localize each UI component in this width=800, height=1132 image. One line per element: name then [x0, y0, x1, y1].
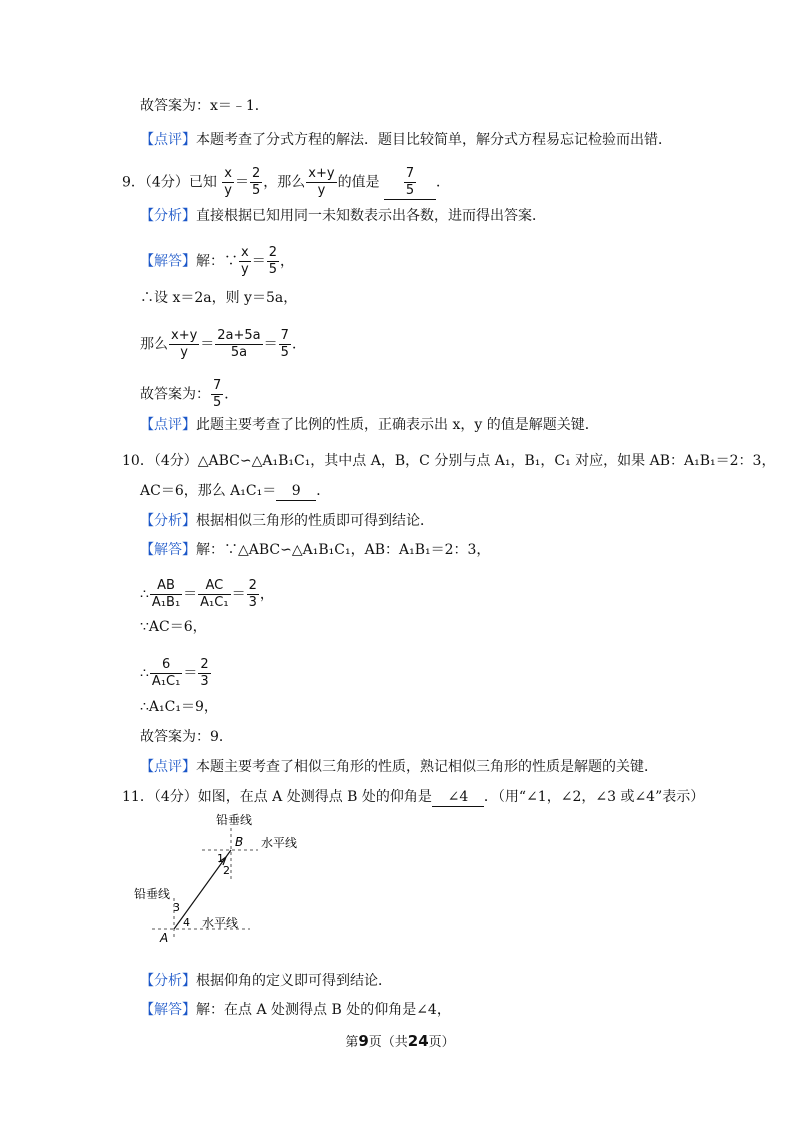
angle-2-label: 2 [223, 864, 230, 877]
answer-line: 故答案为：9． [140, 729, 233, 745]
label-plumb-bottom: 铅垂线 [134, 887, 171, 901]
fraction-xpy-over-y: $\frac{x+y}{y}$ [171, 328, 198, 360]
solution-step: 那么 $\frac{x+y}{y}$ ＝ $\frac{2a+5a}{5a}$ ＝ $\frac{7}{5}$ ． [140, 328, 306, 360]
page-number: 9 [358, 1032, 369, 1050]
question-11: 11．（4分）如图，在点 A 处测得点 B 处的仰角是 ∠4 ．（用“∠1，∠2，∠3 或∠4”表示） [122, 789, 705, 805]
fraction-7-over-5: $\frac{7}{5}$ [405, 166, 415, 198]
comment-line [140, 130, 672, 150]
solution-step: ∴ $\frac{AB}{\text{A₁B₁}}$ ＝ $\frac{AC}{\text{A₁C₁}}$ ＝ $\frac{2}{3}$ ， [140, 578, 274, 610]
answer-blank [384, 166, 436, 200]
answer-line: 故答案为：x＝﹣1． [140, 98, 269, 114]
fraction-7-over-5: $\frac{7}{5}$ [213, 378, 222, 410]
elevation-angle-figure [130, 810, 298, 950]
comment-line: 【点评】本题主要考查了相似三角形的性质，熟记相似三角形的性质是解题的关键． [140, 759, 658, 775]
fraction-2-over-5: $\frac{2}{5}$ [268, 245, 277, 277]
question-9: 9．（4分）已知 $\frac{x}{y}$ ＝ $\frac{2}{5}$ ，那么 $\frac{x+y}{y}$ 的值是 $\frac{7}{5}$ ． [122, 166, 451, 198]
fraction-7-over-5: $\frac{7}{5}$ [280, 328, 289, 360]
angle-1-label: 1 [217, 852, 224, 865]
answer-blank: ∠4 [432, 788, 484, 807]
analysis-line: 【分析】直接根据已知用同一未知数表示出各数，进而得出答案． [140, 208, 546, 224]
point-a-label: A [160, 931, 169, 945]
comment-line: 【点评】此题主要考查了比例的性质，正确表示出 x，y 的值是解题关键． [140, 417, 599, 433]
page-total: 24 [407, 1032, 429, 1050]
fraction-2a5a-over-5a: $\frac{2a+5a}{5a}$ [217, 328, 261, 360]
fraction-ac-over-a1c1: $\frac{AC}{\text{A₁C₁}}$ [200, 578, 229, 610]
analysis-line: 【分析】根据相似三角形的性质即可得到结论． [140, 513, 434, 529]
analysis-tag: 【分析】 [140, 208, 196, 224]
analysis-tag: 【分析】 [140, 973, 196, 989]
fraction-xpy-over-y: $\frac{x+y}{y}$ [308, 166, 335, 198]
label-horizontal-bottom: 水平线 [202, 916, 239, 930]
solution-tag: 【解答】 [140, 542, 196, 558]
fraction-2-over-3: $\frac{2}{3}$ [248, 578, 257, 610]
fraction-x-over-y: $\frac{x}{y}$ [241, 245, 249, 277]
angle-4-label: 4 [183, 916, 190, 929]
solution-line: 【解答】解：∵ $\frac{x}{y}$ ＝ $\frac{2}{5}$ ， [140, 245, 294, 277]
comment-text: 本题考查了分式方程的解法．题目比较简单，解分式方程易忘记检验而出错． [196, 132, 672, 148]
solution-tag: 【解答】 [140, 253, 196, 270]
fraction-x-over-y: $\frac{x}{y}$ [224, 166, 232, 198]
solution-step: ∴ $\frac{6}{\text{A₁C₁}}$ ＝ $\frac{2}{3}$ [140, 657, 209, 689]
solution-line: 【解答】解：在点 A 处测得点 B 处的仰角是∠4， [140, 1002, 451, 1018]
comment-tag: 【点评】 [140, 759, 196, 775]
label-plumb-top: 铅垂线 [216, 813, 253, 827]
comment-tag: 【点评】 [140, 132, 196, 148]
solution-step: ∴设 x＝2a，则 y＝5a， [140, 290, 298, 306]
comment-tag: 【点评】 [140, 417, 196, 433]
analysis-tag: 【分析】 [140, 513, 196, 529]
question-score: （4分）已知 [144, 174, 217, 191]
question-10-line2: AC＝6，那么 A₁C₁＝ 9 ． [140, 483, 331, 499]
solution-step: ∵AC＝6， [140, 619, 207, 635]
answer-blank: 9 [276, 482, 316, 501]
label-horizontal-top: 水平线 [261, 836, 298, 850]
fraction-6-over-a1c1: $\frac{6}{\text{A₁C₁}}$ [151, 657, 181, 689]
solution-tag: 【解答】 [140, 1002, 196, 1018]
angle-3-label: 3 [173, 901, 180, 914]
solution-step: ∴A₁C₁＝9， [140, 699, 218, 715]
answer-line: 故答案为： $\frac{7}{5}$ ． [140, 378, 239, 410]
question-10: 10．（4分）△ABC∽△A₁B₁C₁，其中点 A，B，C 分别与点 A₁，B₁，C₁ 对应，如果 AB：A₁B₁＝2：3， [122, 453, 776, 469]
question-number: 9． [122, 174, 145, 191]
analysis-line: 【分析】根据仰角的定义即可得到结论． [140, 973, 392, 989]
page-footer: 第9页（共24页） [345, 1032, 455, 1050]
fraction-2-over-3: $\frac{2}{3}$ [200, 657, 209, 689]
solution-line: 【解答】解：∵△ABC∽△A₁B₁C₁，AB：A₁B₁＝2：3， [140, 542, 491, 558]
point-b-label: B [235, 835, 244, 849]
fraction-ab-over-a1b1: $\frac{AB}{\text{A₁B₁}}$ [151, 578, 181, 610]
fraction-2-over-5: $\frac{2}{5}$ [252, 166, 261, 198]
